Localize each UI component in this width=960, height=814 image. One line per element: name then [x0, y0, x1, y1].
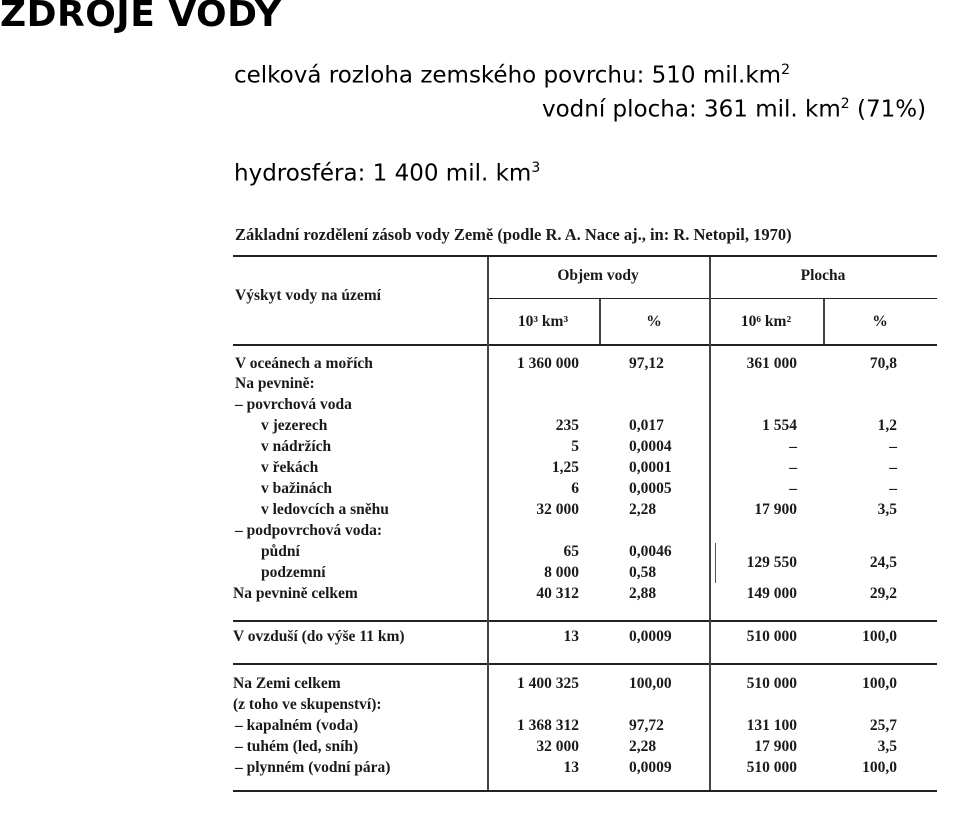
cell-v2: 2,88: [629, 585, 657, 602]
header-occurrence: Výskyt vody na území: [235, 287, 381, 304]
cell-v2: 97,12: [629, 355, 664, 372]
cell-v4: –: [889, 459, 897, 476]
cell-v2: 0,0009: [629, 759, 672, 776]
hydrosphere-text: hydrosféra: 1 400 mil. km: [234, 160, 532, 186]
row-label: Na pevnině celkem: [233, 585, 358, 602]
header-volume-percent: %: [646, 313, 662, 330]
cell-v1: 13: [563, 759, 579, 776]
cell-v1: 32 000: [536, 738, 579, 755]
cell-v1: 40 312: [536, 585, 579, 602]
table-caption: Základní rozdělení zásob vody Země (podle R. A. Nace aj., in: R. Netopil, 1970): [235, 225, 792, 244]
cell-v3: 1 554: [762, 417, 797, 434]
cell-v3: 361 000: [746, 355, 797, 372]
header-bottom-rule: [233, 344, 937, 346]
cell-v1: 5: [571, 438, 579, 455]
cell-v4: 29,2: [869, 585, 897, 602]
row-label: v bažinách: [261, 480, 333, 497]
header-divider: [487, 298, 937, 299]
row-label: V oceánech a mořích: [235, 355, 373, 372]
header-area-unit: 10⁶ km²: [740, 313, 792, 330]
cell-v1: 235: [555, 417, 579, 434]
cell-v1: 1,25: [551, 459, 579, 476]
row-label: Na Zemi celkem: [233, 675, 341, 692]
row-label: v ledovcích a sněhu: [261, 501, 389, 518]
row-label: V ovzduší (do výše 11 km): [233, 628, 405, 645]
cell-v2: 2,28: [629, 501, 657, 518]
cell-v1: 1 360 000: [517, 355, 579, 372]
cell-v1: 13: [563, 628, 579, 645]
cell-v2: 0,0001: [629, 459, 672, 476]
merged-area-value: 129 550: [746, 554, 797, 571]
cell-v2: 2,28: [629, 738, 657, 755]
table-top-rule: [233, 255, 937, 257]
row-label: v jezerech: [261, 417, 328, 434]
cell-v3: 149 000: [746, 585, 797, 602]
header-volume: Objem vody: [557, 267, 639, 284]
column-divider: [487, 257, 489, 790]
cell-v4: 1,2: [877, 417, 897, 434]
row-label: – kapalném (voda): [235, 717, 359, 734]
cell-v3: 510 000: [746, 675, 797, 692]
water-area-line: [542, 96, 926, 123]
row-label: půdní: [261, 543, 300, 560]
cell-v4: –: [889, 438, 897, 455]
slide-title: ZDROJE VODY: [0, 0, 282, 35]
merged-area-percent: 24,5: [869, 554, 897, 571]
header-area-percent: %: [872, 313, 888, 330]
cell-v4: 3,5: [877, 738, 897, 755]
cell-v4: –: [889, 480, 897, 497]
cell-v4: 70,8: [869, 355, 897, 372]
cell-v1: 8 000: [544, 564, 579, 581]
total-surface-text: celková rozloha zemského povrchu: 510 mil.km: [234, 62, 782, 89]
cell-v3: 17 900: [754, 738, 797, 755]
row-label: v nádržích: [261, 438, 332, 455]
water-area-text: vodní plocha: 361 mil. km: [542, 96, 841, 123]
superscript: 2: [840, 96, 850, 112]
superscript: 3: [531, 160, 541, 176]
cell-v4: 3,5: [877, 501, 897, 518]
cell-v3: 17 900: [754, 501, 797, 518]
cell-v3: –: [789, 480, 797, 497]
water-distribution-table: [231, 215, 941, 805]
header-volume-unit: 10³ km³: [517, 313, 569, 330]
row-label: – tuhém (led, sníh): [235, 738, 359, 755]
cell-v4: 100,0: [862, 675, 897, 692]
row-label: Na pevnině:: [235, 375, 315, 392]
row-label: – podpovrchová voda:: [235, 522, 382, 539]
cell-v4: 100,0: [862, 628, 897, 645]
water-area-percent: (71%): [849, 96, 927, 123]
cell-v2: 100,00: [629, 675, 672, 692]
row-label: podzemní: [261, 564, 326, 581]
cell-v3: 131 100: [746, 717, 797, 734]
cell-v2: 0,017: [629, 417, 664, 434]
cell-v1: 1 368 312: [517, 717, 579, 734]
superscript: 2: [781, 62, 790, 78]
row-label: – plynném (vodní pára): [235, 759, 391, 776]
row-label: (z toho ve skupenství):: [233, 696, 382, 713]
cell-v2: 0,0009: [629, 628, 672, 645]
cell-v2: 0,58: [629, 564, 657, 581]
cell-v2: 0,0046: [629, 543, 672, 560]
cell-v3: 510 000: [746, 759, 797, 776]
cell-v1: 6: [571, 480, 579, 497]
table-bottom-rule: [233, 790, 937, 792]
section-rule-1: [233, 620, 937, 622]
header-area: Plocha: [800, 267, 846, 284]
row-label: v řekách: [261, 459, 319, 476]
total-surface-line: [234, 62, 790, 89]
cell-v1: 65: [563, 543, 579, 560]
cell-v2: 97,72: [629, 717, 664, 734]
cell-v1: 32 000: [536, 501, 579, 518]
cell-v4: 100,0: [862, 759, 897, 776]
column-divider: [709, 257, 711, 790]
cell-v3: 510 000: [746, 628, 797, 645]
hydrosphere-line: [234, 160, 540, 186]
cell-v1: 1 400 325: [517, 675, 579, 692]
cell-v3: –: [789, 438, 797, 455]
row-label: – povrchová voda: [235, 396, 352, 413]
cell-v2: 0,0005: [629, 480, 672, 497]
section-rule-2: [233, 663, 937, 665]
cell-v3: –: [789, 459, 797, 476]
cell-v2: 0,0004: [629, 438, 672, 455]
cell-v4: 25,7: [869, 717, 897, 734]
